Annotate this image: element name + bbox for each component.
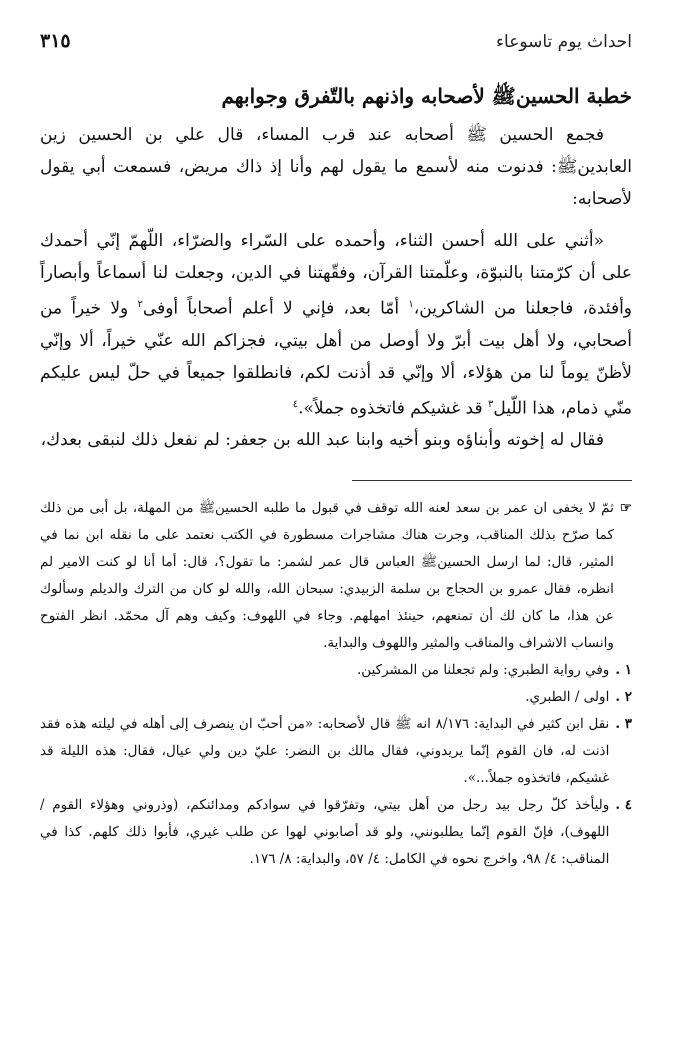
- body-text: [40, 119, 632, 456]
- footnote-ref-4: ٤: [292, 398, 299, 410]
- footnote-star-text: ثمّ لا يخفى ان عمر بن سعد لعنه الله توقف في قبول ما طلبه الحسينﷺ من المهلة، بل أبى من ذلك كما صرّح بذلك المناقب، وجرت هناك مشاجرات مسطورة في الكتب نعتمد على ما نقله ابن نما في المثير، قال: لما ارسل الحسينﷺ العباس قال عمر لشمر: ما تقول؟، قال: أما أنا لو كنت الامير لم انظره، فقال عمرو بن الحجاج بن سلمة الزبيدي: سبحان الله، والله لو كان من الترك والديلم وسألوك عن هذا، ما كان لك أن تمنعهم، حينئذ امهلهم. وجاء في اللهوف: وكيف وهم آل محمّد. انظر الفتوح وانساب الاشراف والمناقب والمثير واللهوف والبداية.: [40, 500, 614, 652]
- footnote-item: [40, 657, 632, 684]
- footnote-marker: ١ .: [615, 662, 632, 679]
- page-number: ٣١٥: [40, 30, 71, 52]
- sermon-part-2: أمّا بعد، فإني لا أعلم أصحاباً أوفى: [142, 298, 409, 319]
- footnote-marker: ٤ .: [615, 797, 632, 814]
- footnote-item: [40, 792, 632, 873]
- footnote-marker: ٣ .: [615, 716, 632, 733]
- sermon-part-1: «أثني على الله أحسن الثناء، وأحمده على السّراء والضرّاء، اللّهمّ إنّي أحمدك على أن كرّمتنا بالنبوّة، وعلّمتنا القرآن، وفقّهتنا في الدين، وجعلت لنا أسماعاً وأبصاراً وأفئدة، فاجعلنا من الشاكرين،: [40, 231, 633, 319]
- running-head: [40, 30, 632, 70]
- running-head-title: احداث يوم تاسوعاء: [496, 32, 632, 52]
- book-page: [40, 30, 632, 873]
- footnote-text: اولى / الطبري.: [525, 689, 610, 706]
- sermon-part-4: قد غشيكم فاتخذوه جملاً».: [298, 398, 488, 419]
- pointing-hand-icon: ☞: [619, 500, 632, 517]
- footnote-item: [40, 711, 632, 792]
- footnote-text: وفي رواية الطبري: ولم تجعلنا من المشركين.: [357, 662, 610, 679]
- section-title: خطبة الحسينﷺ لأصحابه واذنهم بالتّفرق وجوابهم: [221, 84, 632, 108]
- sermon-paragraph: [40, 225, 632, 424]
- footnote-marker: ٢ .: [615, 689, 632, 706]
- footnote-item: [40, 684, 632, 711]
- response-paragraph: فقال له إخوته وأبناؤه وبنو أخيه وابنا عبد الله بن جعفر: لم نفعل ذلك لنبقى بعدك،: [40, 430, 604, 451]
- sermon-part-3: ولا خيراً من أصحابي، ولا أهل بيت أبرّ ولا أوصل من أهل بيتي، فجزاكم الله عنّي خيراً، ألا وإنّي لأظنّ يوماً لنا من هؤلاء، ألا وإنّي قد أذنت لكم، فانطلقوا جميعاً في حلّ ليس عليكم منّي ذمام، هذا اللّيل: [40, 298, 632, 419]
- intro-paragraph: فجمع الحسين ﷺ أصحابه عند قرب المساء، قال علي بن الحسين زين العابدينﷺ: فدنوت منه لأسمع ما يقول لهم وأنا إذ ذاك مريض، فسمعت أبي يقول لأصحابه:: [40, 125, 632, 209]
- footnote-star: [40, 495, 632, 657]
- footnote-text: وليأخذ كلّ رجل بيد رجل من أهل بيتي، وتفرّقوا في سوادكم ومدائنكم، (وذروني وهؤلاء القوم / اللهوف)، فإنّ القوم إنّما يطلبونني، ولو قد أصابوني لهوا عن طلب غيري، فأبوا ذلك كلهم. كذا في المناقب: ٤/ ٩٨، واخرج نحوه في الكامل: ٤/ ٥٧، والبداية: ٨/ ١٧٦.: [40, 797, 610, 868]
- footnote-text: نقل ابن كثير في البداية: ٨/١٧٦ انه ﷺ قال لأصحابه: «من أحبّ ان ينصرف إلى أهله في ليلته هذه فقد اذنت له، فان القوم إنّما يريدوني، فقال مالك بن النضر: عليّ دين ولي عيال، فقال: هذه الليلة قد غشيكم، فاتخذوه جملاً...».: [40, 716, 610, 787]
- footnote-ref-3: ٣: [487, 398, 494, 410]
- footnotes: [40, 495, 632, 873]
- footnote-ref-1: ١: [408, 299, 414, 310]
- footnote-divider: [352, 480, 632, 481]
- footnote-ref-2: ٢: [137, 299, 143, 310]
